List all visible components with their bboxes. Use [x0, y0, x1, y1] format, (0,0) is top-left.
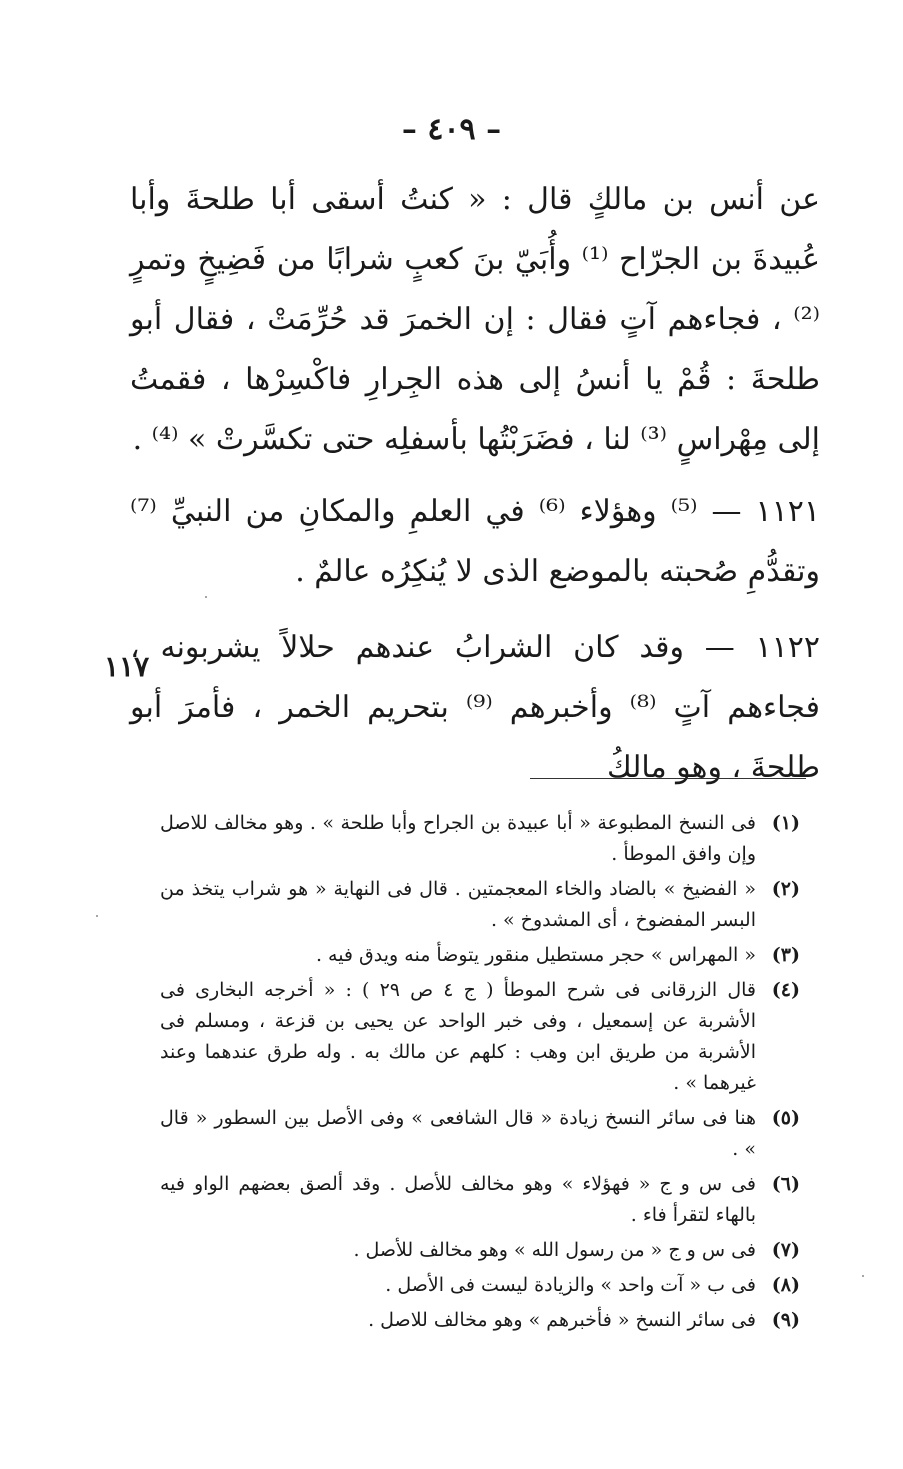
paragraph-1122: ١١٢٢ — وقد كان الشرابُ عندهم حلالاً يشربونه ، فجاءهم آتٍ ⁽⁸⁾ وأخبرهم ⁽⁹⁾ بتحريم الخمر ، فأمرَ أبو طلحةَ ، وهو مالكُ [130, 630, 820, 785]
footnote-label: (٧) [771, 1239, 800, 1261]
footnote-label: (٢) [771, 878, 800, 900]
scan-speck [96, 915, 98, 917]
page-number: – ٤٠٩ – [401, 112, 502, 147]
footnote-label: (٤) [771, 979, 800, 1001]
footnote-text: فى سائر النسخ « فأخبرهم » وهو مخالف للاصل . [368, 1309, 756, 1331]
footnote-divider [530, 778, 806, 779]
footnote-text: فى ب « آت واحد » والزيادة ليست فى الأصل . [385, 1274, 756, 1296]
footnote-text: قال الزرقانى فى شرح الموطأ ( ج ٤ ص ٢٩ ) : « أخرجه البخارى فى الأشربة عن إسمعيل ، وفى خبر الواحد عن يحيى بن قزعة ، ومسلم فى الأشربة من طريق ابن وهب : كلهم عن مالك به . وله طرق عندهما وعند غيرهما » . [160, 979, 756, 1094]
footnote-label: (٥) [771, 1107, 800, 1129]
footnote-text: فى النسخ المطبوعة « أبا عبيدة بن الجراح وأبا طلحة » . وهو مخالف للاصل وإن وافق الموطأ . [160, 812, 756, 865]
main-text [130, 170, 820, 798]
footnote-label: (٦) [771, 1173, 800, 1195]
footnote-item [160, 940, 800, 971]
footnote-item [160, 1270, 800, 1301]
footnotes [160, 808, 800, 1340]
footnote-item [160, 1235, 800, 1266]
paragraph-1121: ١١٢١ — ⁽⁵⁾ وهؤلاء ⁽⁶⁾ في العلمِ والمكانِ من النبيِّ ⁽⁷⁾ وتقدُّمِ صُحبته بالموضع الذى لا يُنكِرُه عالمٌ . [130, 494, 820, 589]
footnote-item [160, 1305, 800, 1336]
footnote-label: (١) [771, 812, 800, 834]
footnote-label: (٣) [771, 944, 800, 966]
margin-number: ١١٧ [104, 650, 150, 683]
footnote-text: فى س و ج « فهؤلاء » وهو مخالف للأصل . وقد ألصق بعضهم الواو فيه بالهاء لتقرأ فاء . [160, 1173, 756, 1226]
footnote-label: (٩) [771, 1309, 800, 1331]
scan-speck [205, 596, 207, 598]
footnote-item [160, 975, 800, 1099]
footnote-item [160, 874, 800, 936]
footnote-text: هنا فى سائر النسخ زيادة « قال الشافعى » وفى الأصل بين السطور « قال » . [160, 1107, 756, 1160]
paragraph-hadith: عن أنس بن مالكٍ قال : « كنتُ أسقى أبا طلحةَ وأبا عُبيدةَ بن الجرّاح ⁽¹⁾ وأُبَيّ بنَ كعبٍ شرابًا من فَضِيخٍ وتمرٍ ⁽²⁾ ، فجاءهم آتٍ فقال : إن الخمرَ قد حُرِّمَتْ ، فقال أبو طلحةَ : قُمْ يا أنسُ إلى هذه الجِرارِ فاكْسِرْها ، فقمتُ إلى مِهْراسٍ ⁽³⁾ لنا ، فضَرَبْتُها بأسفلِه حتى تكسَّرتْ » ⁽⁴⁾ . [130, 182, 820, 457]
footnote-text: « الفضيخ » بالضاد والخاء المعجمتين . قال فى النهاية « هو شراب يتخذ من البسر المفضوخ ، أى المشدوخ » . [160, 878, 756, 931]
scan-speck [862, 1275, 864, 1277]
footnote-item [160, 1103, 800, 1165]
footnote-text: « المهراس » حجر مستطيل منقور يتوضأ منه ويدق فيه . [315, 944, 756, 966]
footnote-item [160, 808, 800, 870]
footnote-text: فى س و ج « من رسول الله » وهو مخالف للأصل . [353, 1239, 756, 1261]
footnote-item [160, 1169, 800, 1231]
footnote-label: (٨) [771, 1274, 800, 1296]
